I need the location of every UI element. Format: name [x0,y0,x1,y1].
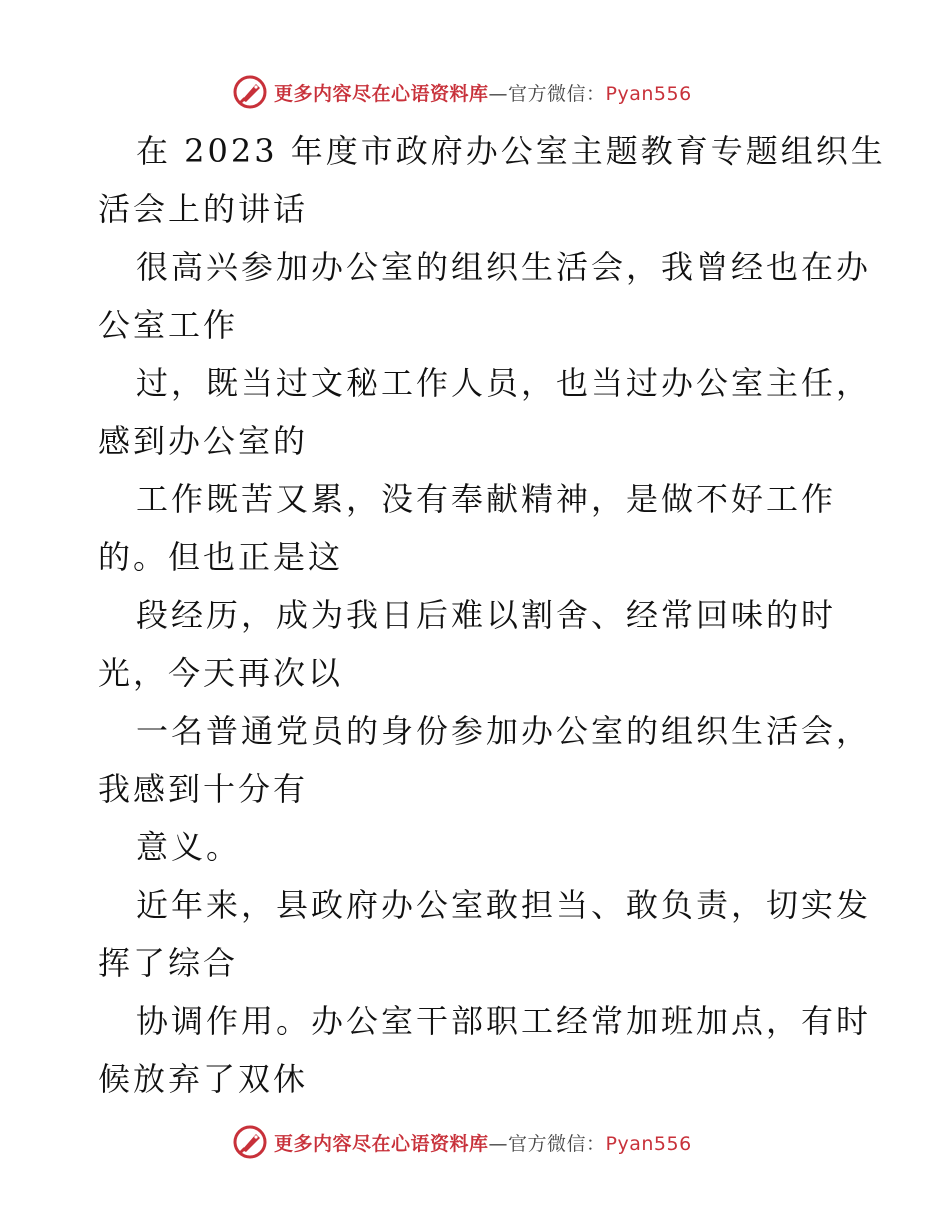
text-line: 协调作用。办公室干部职工经常加班加点，有时 [136,1002,872,1040]
watermark-account: Pyan556 [605,1132,692,1155]
text-line: 意义。 [136,828,242,866]
document-body [98,122,886,1108]
text-line: 在 2023 年度市政府办公室主题教育专题组织生 [136,132,886,170]
text-line: 感到办公室的 [98,422,309,460]
watermark-separator: — [488,82,509,105]
footer-watermark [232,1122,752,1162]
text-line: 挥了综合 [98,944,239,982]
text-line: 活会上的讲话 [98,190,309,228]
text-line: 近年来，县政府办公室敢担当、敢负责，切实发 [136,886,872,924]
watermark-official: 官方微信： [508,1132,606,1155]
header-watermark [232,72,752,112]
text-line: 公室工作 [98,306,239,344]
text-line: 光，今天再次以 [98,654,344,692]
text-line: 段经历，成为我日后难以割舍、经常回味的时 [136,596,837,634]
watermark-separator: — [488,1132,509,1155]
text-line: 我感到十分有 [98,770,309,808]
watermark-text [274,1129,692,1156]
text-line: 工作既苦又累，没有奉献精神，是做不好工作 [136,480,837,518]
text-line: 很高兴参加办公室的组织生活会，我曾经也在办 [136,248,872,286]
watermark-official: 官方微信： [508,82,606,105]
watermark-library: 更多内容尽在心语资料库 [274,82,489,105]
text-line: 一名普通党员的身份参加办公室的组织生活会， [136,712,872,750]
watermark-account: Pyan556 [605,82,692,105]
pen-nib-logo-icon [232,74,268,110]
watermark-library: 更多内容尽在心语资料库 [274,1132,489,1155]
text-line: 的。但也正是这 [98,538,344,576]
pen-nib-logo-icon [232,1124,268,1160]
text-line: 过，既当过文秘工作人员，也当过办公室主任， [136,364,872,402]
watermark-text [274,79,692,106]
text-line: 候放弃了双休 [98,1060,309,1098]
